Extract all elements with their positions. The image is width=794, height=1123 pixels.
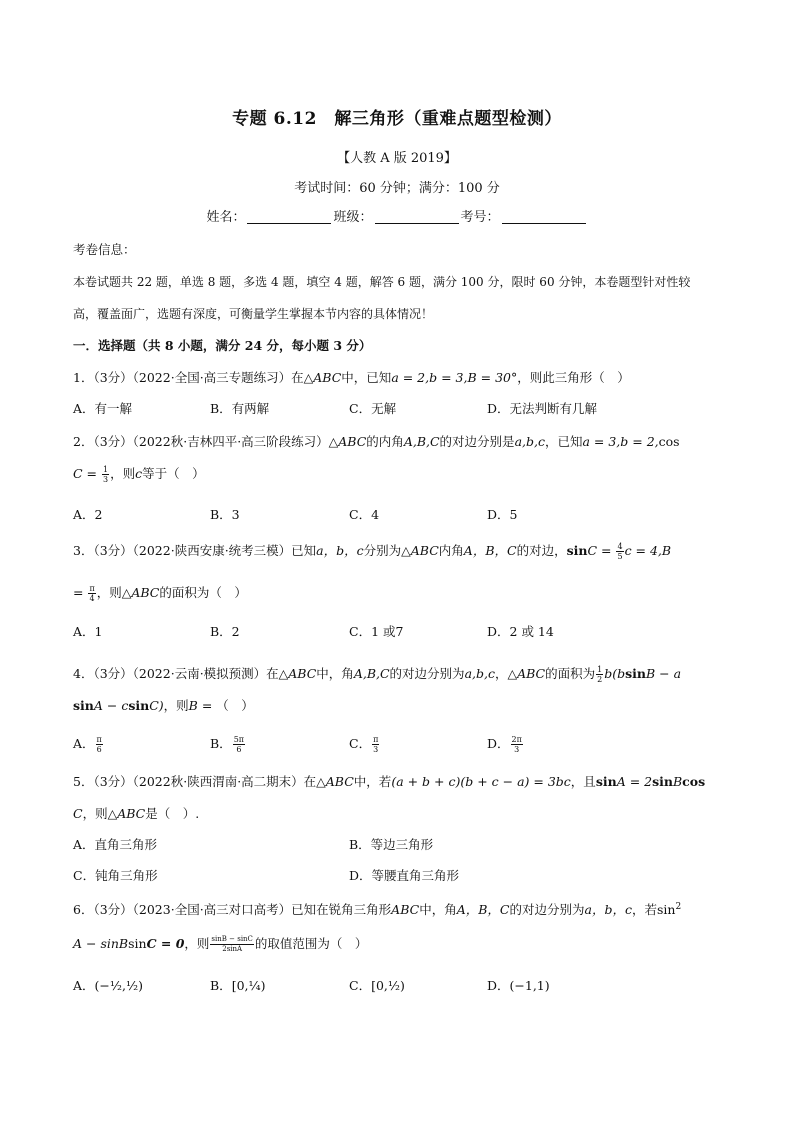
- q4-line2a: sin: [73, 698, 94, 713]
- q6-line2e: ，则: [184, 936, 210, 951]
- q4-half: [596, 665, 603, 684]
- q4-d-frac: [511, 735, 523, 754]
- q4-a-den: 6: [96, 745, 102, 754]
- exam-time: 考试时间：60 分钟；满分：100 分: [294, 181, 500, 196]
- q6-d-text: (−1,1): [509, 978, 550, 993]
- q6-option-c[interactable]: [349, 976, 405, 994]
- q4-option-a[interactable]: [73, 734, 104, 754]
- q4-line2f: = （ ）: [197, 698, 254, 713]
- q6-option-d[interactable]: [487, 976, 550, 994]
- q1-option-b[interactable]: B．有两解: [210, 401, 270, 416]
- q2-frac-den: 3: [103, 475, 109, 484]
- q5-line2b: ，则△: [82, 806, 118, 821]
- question-6-line-2: [73, 934, 733, 954]
- q4-angles: A,B,C: [353, 666, 390, 681]
- q5-mid1: 中，若: [353, 774, 392, 789]
- q6-a-text: (−½,½): [94, 978, 143, 993]
- q2-abc: ABC: [338, 434, 367, 449]
- q4-d-num: 2π: [511, 735, 522, 744]
- q4-abc: ABC: [288, 666, 317, 681]
- q3-angles: A，B，C: [463, 543, 517, 558]
- q5-C: C: [73, 806, 83, 821]
- q4-d-den: 3: [514, 745, 520, 754]
- q3-condition: c = 4,B: [624, 543, 672, 558]
- question-4-line-2: [73, 696, 733, 714]
- q3-frac-den: 5: [617, 552, 623, 561]
- q5-abc: ABC: [325, 774, 354, 789]
- q4-b-label: B．: [210, 736, 232, 751]
- q5-line2c: 是（ ）.: [145, 806, 200, 821]
- q4-option-b[interactable]: [210, 734, 246, 754]
- q6-frac-den: 2sinA: [222, 945, 243, 953]
- q4-line2b: A − c: [93, 698, 129, 713]
- q3-mid1: 分别为△: [363, 543, 411, 558]
- q2-fraction: [102, 465, 109, 484]
- q5-A: A = 2: [616, 774, 653, 789]
- q4-c-label: C．: [349, 736, 372, 751]
- q6-option-a[interactable]: [73, 976, 143, 994]
- q4-mid4: 的面积为: [545, 666, 596, 681]
- question-3: [73, 541, 733, 561]
- info-line-2: 高，覆盖面广，选题有深度，可衡量学生掌握本节内容的具体情况！: [73, 307, 434, 321]
- q4-line2c: sin: [128, 698, 150, 713]
- q3-prefix: 3．（3分）（2022·陕西安康·统考三模）已知: [73, 543, 317, 558]
- q2-cos: cos: [658, 434, 680, 449]
- q6-b-label: B．: [210, 978, 232, 993]
- q5-sin2: sin: [652, 774, 673, 789]
- q6-line2d: C = 0: [146, 936, 185, 951]
- q6-line2a: A − sin: [73, 936, 119, 951]
- q5-abc2: ABC: [117, 806, 146, 821]
- q2-c: c: [135, 466, 143, 481]
- page-title: 专题 6.12 解三角形（重难点题型检测）: [232, 109, 562, 129]
- q3-option-a[interactable]: A．1: [73, 624, 103, 639]
- q4-sinB: sin: [625, 666, 646, 681]
- q6-sides: a，b，c: [584, 902, 632, 917]
- name-label: 姓名：: [206, 210, 246, 225]
- q3-eq: =: [597, 543, 616, 558]
- q1-prefix: 1．（3分）（2022·全国·高三专题练习）在△: [73, 370, 314, 385]
- q4-expr2: B − a: [645, 666, 682, 681]
- name-field[interactable]: [247, 209, 331, 224]
- q2-line2c: 等于（ ）: [142, 466, 205, 481]
- question-2: [73, 432, 733, 450]
- q5-option-b[interactable]: B．等边三角形: [349, 837, 434, 852]
- q4-option-c[interactable]: [349, 734, 380, 754]
- q3-pi-fraction: [88, 584, 95, 603]
- q6-d-label: D．: [487, 978, 510, 993]
- q2-option-d[interactable]: D．5: [487, 507, 518, 522]
- student-info-fields: [0, 206, 794, 225]
- q4-sides: a,b,c: [464, 666, 495, 681]
- q2-line2b: ，则: [110, 466, 136, 481]
- q5-sin: sin: [595, 774, 617, 789]
- q2-prefix: 2．（3分）（2022秋·吉林四平·高三阶段练习）△: [73, 434, 339, 449]
- q5-prefix: 5．（3分）（2022秋·陕西渭南·高二期末）在△: [73, 774, 326, 789]
- q3-pi-den: 4: [89, 594, 95, 603]
- q2-condition: a = 3,b = 2,: [582, 434, 659, 449]
- q4-a-label: A．: [73, 736, 95, 751]
- q4-half-den: 2: [597, 675, 603, 684]
- q6-mid1: 中，角: [419, 902, 457, 917]
- q2-mid2: 的对边分别是: [439, 434, 515, 449]
- q4-expr1: b(b: [604, 666, 626, 681]
- q2-option-c[interactable]: C．4: [349, 507, 380, 522]
- q3-fraction: [616, 542, 623, 561]
- info-heading: 考卷信息：: [73, 242, 136, 257]
- q4-b-num: 5π: [233, 735, 245, 744]
- q2-frac-num: 1: [103, 465, 109, 474]
- question-2-line-2: [73, 464, 733, 484]
- q4-c-den: 3: [373, 745, 379, 754]
- q1-mid: 中，已知: [341, 370, 392, 385]
- question-1: [73, 368, 733, 386]
- q2-eq: =: [82, 466, 101, 481]
- q4-prefix: 4．（3分）（2022·云南·模拟预测）在△: [73, 666, 289, 681]
- q3-mid3: 的对边，: [516, 543, 567, 558]
- q6-line2b: B: [118, 936, 129, 951]
- q2-option-a[interactable]: A．2: [73, 507, 103, 522]
- q6-abc: ABC: [391, 902, 420, 917]
- q5-mid2: ，且: [570, 774, 596, 789]
- q2-mid1: 的内角: [366, 434, 404, 449]
- q5-option-c[interactable]: C．钝角三角形: [73, 868, 158, 883]
- q5-B: B: [672, 774, 683, 789]
- q3-option-b[interactable]: B．2: [210, 624, 240, 639]
- q1-option-c[interactable]: C．无解: [349, 401, 397, 416]
- q1-option-d[interactable]: D．无法判断有几解: [487, 401, 598, 416]
- q3-line2c: 的面积为（ ）: [159, 585, 247, 600]
- q4-B: B: [188, 698, 198, 713]
- q3-option-c[interactable]: C．1 或7: [349, 624, 404, 639]
- question-3-line-2: [73, 583, 733, 603]
- q3-line2b: ，则△: [96, 585, 132, 600]
- q2-option-b[interactable]: B．3: [210, 507, 240, 522]
- number-field[interactable]: [502, 209, 586, 224]
- q4-line2d: C): [149, 698, 164, 713]
- class-field[interactable]: [375, 209, 459, 224]
- q3-C: C: [587, 543, 598, 558]
- q4-a-num: π: [96, 735, 102, 744]
- question-6: [73, 900, 733, 918]
- q4-line2e: ，则: [163, 698, 189, 713]
- q1-abc: ABC: [313, 370, 342, 385]
- q3-abc2: ABC: [131, 585, 160, 600]
- q1-condition: a = 2,b = 3,B = 30°: [391, 370, 518, 385]
- q6-line2c: sin: [128, 936, 147, 951]
- edition-label: 【人教 A 版 2019】: [337, 151, 457, 166]
- q6-line2f: 的取值范围为（ ）: [254, 936, 368, 951]
- q6-c-text: [0,½): [371, 978, 405, 993]
- q4-a-frac: [96, 735, 103, 754]
- q5-option-a[interactable]: A．直角三角形: [73, 837, 158, 852]
- section-heading: 一．选择题（共 8 小题，满分 24 分，每小题 3 分）: [73, 338, 372, 353]
- q3-abc: ABC: [410, 543, 439, 558]
- q2-c-angle: C: [73, 466, 83, 481]
- q4-c-num: π: [373, 735, 379, 744]
- number-label: 考号：: [460, 210, 500, 225]
- q6-option-b[interactable]: [210, 976, 265, 994]
- q6-fraction: [210, 935, 254, 954]
- question-5-line-2: [73, 804, 733, 822]
- q4-mid1: 中，角: [316, 666, 354, 681]
- q4-mid2: 的对边分别为: [389, 666, 465, 681]
- q2-mid3: ，已知: [544, 434, 583, 449]
- q6-prefix: 6．（3分）（2023·全国·高三对口高考）已知在锐角三角形: [73, 902, 392, 917]
- q5-expr: (a + b + c)(b + c − a) = 3bc: [391, 774, 571, 789]
- q3-sin: sin: [566, 543, 588, 558]
- q3-vars: a，b，c: [316, 543, 364, 558]
- q5-option-d[interactable]: D．等腰直角三角形: [349, 868, 460, 883]
- question-5: [73, 772, 733, 790]
- q4-abc2: ABC: [517, 666, 546, 681]
- q2-angles: A,B,C: [403, 434, 440, 449]
- q5-cos: cos: [682, 774, 706, 789]
- class-label: 班级：: [333, 210, 373, 225]
- q4-c-frac: [372, 735, 379, 754]
- q6-c-label: C．: [349, 978, 372, 993]
- q4-b-frac: [233, 735, 245, 754]
- q3-line2a: =: [73, 585, 88, 600]
- q6-sup: 2: [675, 901, 682, 912]
- q6-b-text: [0,¼): [231, 978, 266, 993]
- q2-sides: a,b,c: [514, 434, 545, 449]
- q1-option-a[interactable]: A．有一解: [73, 401, 133, 416]
- q4-half-num: 1: [597, 665, 603, 674]
- q1-suffix: ，则此三角形（ ）: [517, 370, 630, 385]
- q3-option-d[interactable]: D．2 或 14: [487, 624, 554, 639]
- q6-mid2: 的对边分别为: [509, 902, 585, 917]
- q6-sin: sin: [656, 902, 676, 917]
- q6-a-label: A．: [73, 978, 95, 993]
- q3-mid2: 内角: [438, 543, 464, 558]
- q4-d-label: D．: [487, 736, 510, 751]
- q6-frac-num: sinB − sinC: [211, 935, 253, 943]
- q4-mid3: ，△: [494, 666, 518, 681]
- info-line-1: 本卷试题共 22 题，单选 8 题，多选 4 题，填空 4 题，解答 6 题，满分 100 分，限时 60 分钟，本卷题型针对性较: [73, 275, 691, 289]
- q4-option-d[interactable]: [487, 734, 524, 754]
- q3-frac-num: 4: [617, 542, 623, 551]
- q4-b-den: 6: [236, 745, 242, 754]
- q6-mid3: ，若: [631, 902, 657, 917]
- question-4: [73, 664, 733, 684]
- q6-angles: A，B，C: [456, 902, 510, 917]
- q3-pi-num: π: [89, 584, 95, 593]
